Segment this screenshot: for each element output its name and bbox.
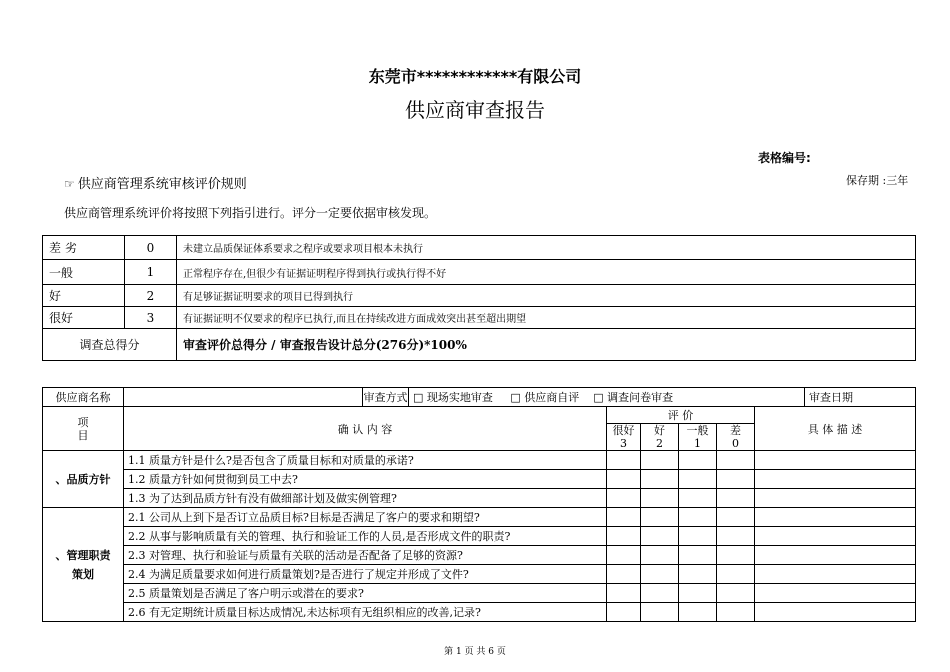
rating-cell[interactable]	[641, 584, 679, 603]
rule-desc: 有足够证据证明要求的项目已得到执行	[177, 285, 916, 307]
form-number-label: 表格编号:	[758, 151, 811, 165]
supplier-name-field[interactable]	[124, 388, 363, 407]
retention-period: 保存期 :三年	[846, 174, 909, 187]
rating-name: 差	[730, 424, 741, 437]
rating-cell[interactable]	[679, 508, 717, 527]
rating-cell[interactable]	[641, 489, 679, 508]
rating-cell[interactable]	[679, 546, 717, 565]
rating-cell[interactable]	[607, 603, 641, 622]
content-header: 确 认 内 容	[124, 407, 607, 451]
rating-col-poor	[717, 424, 755, 451]
supplier-name-label: 供应商名称	[43, 388, 124, 407]
rating-cell[interactable]	[607, 470, 641, 489]
table-row	[43, 489, 916, 508]
section-title: 、管理职责 策划	[43, 508, 124, 622]
audit-method-options	[409, 388, 805, 407]
rule-score: 1	[125, 260, 177, 285]
rating-score: 2	[656, 437, 663, 450]
description-cell[interactable]	[755, 546, 916, 565]
option-onsite[interactable]: □ 现场实地审查	[413, 391, 493, 404]
report-title: 供应商审查报告	[405, 98, 545, 122]
company-name: 东莞市************有限公司	[368, 67, 582, 86]
check-item: 1.1 质量方针是什么?是否包含了质量目标和对质量的承诺?	[124, 451, 607, 470]
rating-cell[interactable]	[607, 546, 641, 565]
rating-cell[interactable]	[641, 546, 679, 565]
rule-desc: 有证据证明不仅要求的程序已执行,而且在持续改进方面成效突出甚至超出期望	[177, 307, 916, 329]
rule-level: 好	[43, 285, 125, 307]
audit-method-label: 审查方式	[363, 388, 409, 407]
intro-text: 供应商管理系统评价将按照下列指引进行。评分一定要依据审核发现。	[64, 206, 437, 220]
rating-cell[interactable]	[679, 489, 717, 508]
rating-cell[interactable]	[679, 603, 717, 622]
rule-row	[43, 260, 916, 285]
table-row	[43, 470, 916, 489]
audit-date-label: 审查日期	[809, 391, 854, 404]
rating-cell[interactable]	[641, 565, 679, 584]
rating-score: 1	[694, 437, 701, 450]
rating-cell[interactable]	[607, 584, 641, 603]
rating-score: 0	[732, 437, 739, 450]
rating-cell[interactable]	[717, 584, 755, 603]
check-item: 2.1 公司从上到下是否订立品质目标?目标是否满足了客户的要求和期望?	[124, 508, 607, 527]
rule-desc: 未建立品质保证体系要求之程序或要求项目根本未执行	[177, 236, 916, 260]
rating-cell[interactable]	[641, 508, 679, 527]
table-row	[43, 584, 916, 603]
check-item: 2.3 对管理、执行和验证与质量有关联的活动是否配备了足够的资源?	[124, 546, 607, 565]
audit-info-row	[43, 388, 916, 407]
rule-score: 3	[125, 307, 177, 329]
rule-row	[43, 236, 916, 260]
table-row	[43, 546, 916, 565]
rules-heading	[64, 173, 247, 192]
description-cell[interactable]	[755, 451, 916, 470]
rating-cell[interactable]	[679, 584, 717, 603]
section-title: 、品质方针	[43, 451, 124, 508]
table-row	[43, 508, 916, 527]
rating-score: 3	[620, 437, 627, 450]
header-row-1	[43, 407, 916, 424]
description-cell[interactable]	[755, 508, 916, 527]
rating-cell[interactable]	[607, 508, 641, 527]
rating-header: 评 价	[607, 407, 755, 424]
rating-cell[interactable]	[641, 603, 679, 622]
rating-cell[interactable]	[717, 508, 755, 527]
rule-row	[43, 307, 916, 329]
rule-desc: 正常程序存在,但很少有证据证明程序得到执行或执行得不好	[177, 260, 916, 285]
rating-cell[interactable]	[607, 489, 641, 508]
rating-cell[interactable]	[717, 470, 755, 489]
rating-cell[interactable]	[679, 565, 717, 584]
pointing-hand-icon: ☞	[64, 177, 75, 191]
check-item: 2.6 有无定期统计质量目标达成情况,未达标项有无组织相应的改善,记录?	[124, 603, 607, 622]
total-label: 调查总得分	[43, 329, 177, 361]
rating-cell[interactable]	[717, 451, 755, 470]
rating-name: 一般	[686, 424, 709, 437]
check-item: 2.5 质量策划是否满足了客户明示或潜在的要求?	[124, 584, 607, 603]
check-item: 1.3 为了达到品质方针有没有做细部计划及做实例管理?	[124, 489, 607, 508]
description-cell[interactable]	[755, 565, 916, 584]
audit-table	[42, 387, 916, 622]
rating-name: 很好	[612, 424, 635, 437]
rating-cell[interactable]	[607, 565, 641, 584]
rules-heading-text: 供应商管理系统审核评价规则	[77, 177, 247, 192]
rating-cell[interactable]	[717, 489, 755, 508]
rules-table	[42, 235, 916, 361]
description-cell[interactable]	[755, 527, 916, 546]
page-footer: 第 1 页 共 6 页	[444, 647, 506, 657]
rating-cell[interactable]	[679, 451, 717, 470]
rating-col-fair	[679, 424, 717, 451]
description-cell[interactable]	[755, 470, 916, 489]
check-item: 2.4 为满足质量要求如何进行质量策划?是否进行了规定并形成了文件?	[124, 565, 607, 584]
rating-col-very-good	[607, 424, 641, 451]
description-cell[interactable]	[755, 603, 916, 622]
rating-cell[interactable]	[607, 451, 641, 470]
option-self-eval[interactable]: □ 供应商自评	[510, 391, 580, 404]
option-questionnaire[interactable]: □ 调查问卷审查	[593, 391, 674, 404]
table-row	[43, 603, 916, 622]
rule-score: 2	[125, 285, 177, 307]
audit-date-cell[interactable]	[805, 388, 916, 407]
rating-cell[interactable]	[717, 546, 755, 565]
rating-col-good	[641, 424, 679, 451]
rating-cell[interactable]	[717, 603, 755, 622]
rating-cell[interactable]	[679, 470, 717, 489]
description-header: 具 体 描 述	[755, 407, 916, 451]
table-row	[43, 451, 916, 470]
item-header: 项 目	[43, 407, 124, 451]
description-cell[interactable]	[755, 489, 916, 508]
rating-cell[interactable]	[641, 527, 679, 546]
check-item: 1.2 质量方针如何贯彻到员工中去?	[124, 470, 607, 489]
rule-level: 一般	[43, 260, 125, 285]
rule-row	[43, 285, 916, 307]
rating-cell[interactable]	[607, 527, 641, 546]
rating-cell[interactable]	[717, 565, 755, 584]
total-formula: 审查评价总得分 / 审查报告设计总分(276分)*100%	[177, 329, 916, 361]
check-item: 2.2 从事与影响质量有关的管理、执行和验证工作的人员,是否形成文件的职责?	[124, 527, 607, 546]
table-row	[43, 565, 916, 584]
rating-cell[interactable]	[717, 527, 755, 546]
rating-cell[interactable]	[679, 527, 717, 546]
rating-cell[interactable]	[641, 451, 679, 470]
rule-level: 差 劣	[43, 236, 125, 260]
table-row	[43, 527, 916, 546]
description-cell[interactable]	[755, 584, 916, 603]
rating-name: 好	[654, 424, 665, 437]
rating-cell[interactable]	[641, 470, 679, 489]
rule-score: 0	[125, 236, 177, 260]
rule-level: 很好	[43, 307, 125, 329]
total-row	[43, 329, 916, 361]
